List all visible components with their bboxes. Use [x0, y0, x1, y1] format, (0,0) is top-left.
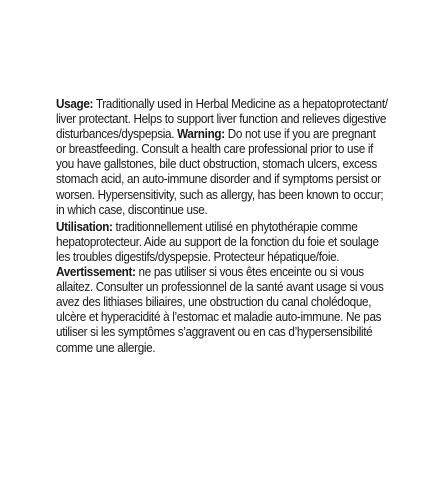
utilisation-label: Utilisation: [56, 219, 113, 234]
avertissement-label: Avertissement: [56, 265, 136, 280]
utilisation-text: traditionnellement utilisé en phytothérapie comme hepatoprotecteur. Aide au support de la fonction du foie et soulage les troubles digestifs/dyspepsie. Protecteur hépatique/foie. [56, 219, 379, 264]
warning-text: Do not use if you are pregnant or breastfeeding. Consult a health care professional prior to use if you have gallstones, bile duct obstruction, stomach ulcers, excess stomach acid, an auto-immune disorder and if symptoms persist or worsen. Hypersensitivity, such as allergy, has been known to occur; in which case, discontinue use. [56, 127, 384, 217]
label-text-panel [56, 97, 388, 356]
usage-label: Usage: [56, 97, 94, 111]
usage-text: Traditionally used in Herbal Medicine as a hepatoprotectant/ liver protectant. Helps to support liver function and relieves digestive disturbances/dyspepsia. [56, 97, 388, 142]
avertissement-text: ne pas utiliser si vous êtes enceinte ou si vous allaitez. Consulter un professionnel de la santé avant usage si vous avez des lithiases biliaires, une obstruction du canal cholédoque, ulcère et hyperacidité à l’estomac et maladie auto-immune. Ne pas utiliser si les symptômes s’aggravent ou en cas d’hypersensibilité comme une allergie. [56, 265, 384, 355]
french-utilisation-avertissement-paragraph [56, 220, 388, 356]
english-usage-warning-paragraph [56, 97, 388, 218]
warning-label: Warning: [174, 127, 225, 142]
